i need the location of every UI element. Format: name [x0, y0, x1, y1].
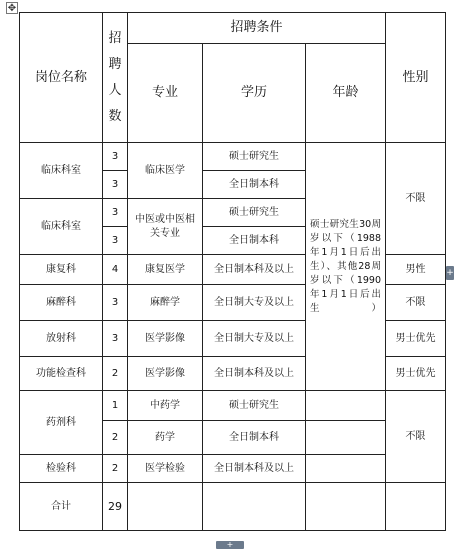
headcount-cell: 3	[103, 227, 128, 255]
education-cell: 硕士研究生	[203, 199, 306, 227]
total-row	[20, 483, 446, 531]
table-move-handle-icon[interactable]: ✥	[7, 3, 17, 14]
major-cell: 医学影像	[128, 321, 203, 357]
major-cell: 康复医学	[128, 255, 203, 285]
major-cell: 中医或中医相关专业	[128, 199, 203, 255]
header-age: 年龄	[306, 44, 386, 143]
headcount-cell: 3	[103, 285, 128, 321]
education-cell: 全日制本科及以上	[203, 255, 306, 285]
header-row-1	[20, 13, 446, 44]
header-headcount-char: 数	[108, 108, 122, 124]
header-headcount	[103, 13, 128, 143]
empty-cell	[386, 483, 446, 531]
headcount-cell: 3	[103, 171, 128, 199]
headcount-cell: 2	[103, 421, 128, 455]
table-row	[20, 391, 446, 421]
headcount-cell: 3	[103, 321, 128, 357]
major-cell: 麻醉学	[128, 285, 203, 321]
dept-cell: 检验科	[20, 455, 103, 483]
age-blank-cell	[306, 391, 386, 421]
education-cell: 全日制大专及以上	[203, 285, 306, 321]
table-row	[20, 143, 446, 171]
dept-cell: 药剂科	[20, 391, 103, 455]
table-row	[20, 455, 446, 483]
major-cell: 医学影像	[128, 357, 203, 391]
gender-cell: 男士优先	[386, 357, 446, 391]
major-cell: 中药学	[128, 391, 203, 421]
header-conditions: 招聘条件	[128, 13, 386, 44]
header-gender: 性别	[386, 13, 446, 143]
header-headcount-char: 聘	[108, 56, 122, 72]
dept-cell: 临床科室	[20, 199, 103, 255]
header-major: 专业	[128, 44, 203, 143]
education-cell: 硕士研究生	[203, 143, 306, 171]
dept-cell: 麻醉科	[20, 285, 103, 321]
header-position-name: 岗位名称	[20, 13, 103, 143]
gender-cell: 男性	[386, 255, 446, 285]
education-cell: 全日制本科	[203, 421, 306, 455]
dept-cell: 放射科	[20, 321, 103, 357]
header-education: 学历	[203, 44, 306, 143]
empty-cell	[128, 483, 203, 531]
headcount-cell: 2	[103, 455, 128, 483]
dept-cell: 临床科室	[20, 143, 103, 199]
education-cell: 硕士研究生	[203, 391, 306, 421]
education-cell: 全日制本科及以上	[203, 455, 306, 483]
major-cell: 临床医学	[128, 143, 203, 199]
header-headcount-char: 人	[108, 82, 122, 98]
headcount-cell: 3	[103, 143, 128, 171]
education-cell: 全日制本科及以上	[203, 357, 306, 391]
total-label: 合计	[20, 483, 103, 531]
total-value: 29	[103, 483, 128, 531]
major-cell: 医学检验	[128, 455, 203, 483]
empty-cell	[203, 483, 306, 531]
gender-cell: 男士优先	[386, 321, 446, 357]
headcount-cell: 1	[103, 391, 128, 421]
education-cell: 全日制本科	[203, 227, 306, 255]
education-cell: 全日制大专及以上	[203, 321, 306, 357]
age-blank-cell	[306, 421, 386, 455]
add-column-plus-icon[interactable]: +	[446, 268, 454, 278]
gender-cell: 不限	[386, 391, 446, 483]
education-cell: 全日制本科	[203, 171, 306, 199]
recruitment-table	[19, 12, 446, 531]
headcount-cell: 4	[103, 255, 128, 285]
header-headcount-char: 招	[108, 30, 122, 46]
dept-cell: 康复科	[20, 255, 103, 285]
gender-cell: 不限	[386, 143, 446, 255]
empty-cell	[306, 483, 386, 531]
major-cell: 药学	[128, 421, 203, 455]
add-row-plus-icon[interactable]: +	[216, 541, 244, 549]
headcount-cell: 2	[103, 357, 128, 391]
age-requirement-cell: 硕士研究生30周岁以下（1988年1月1日后出生）、其他28周岁以下（1990年1月1日后出生）	[306, 143, 386, 391]
dept-cell: 功能检查科	[20, 357, 103, 391]
headcount-cell: 3	[103, 199, 128, 227]
age-blank-cell	[306, 455, 386, 483]
gender-cell: 不限	[386, 285, 446, 321]
